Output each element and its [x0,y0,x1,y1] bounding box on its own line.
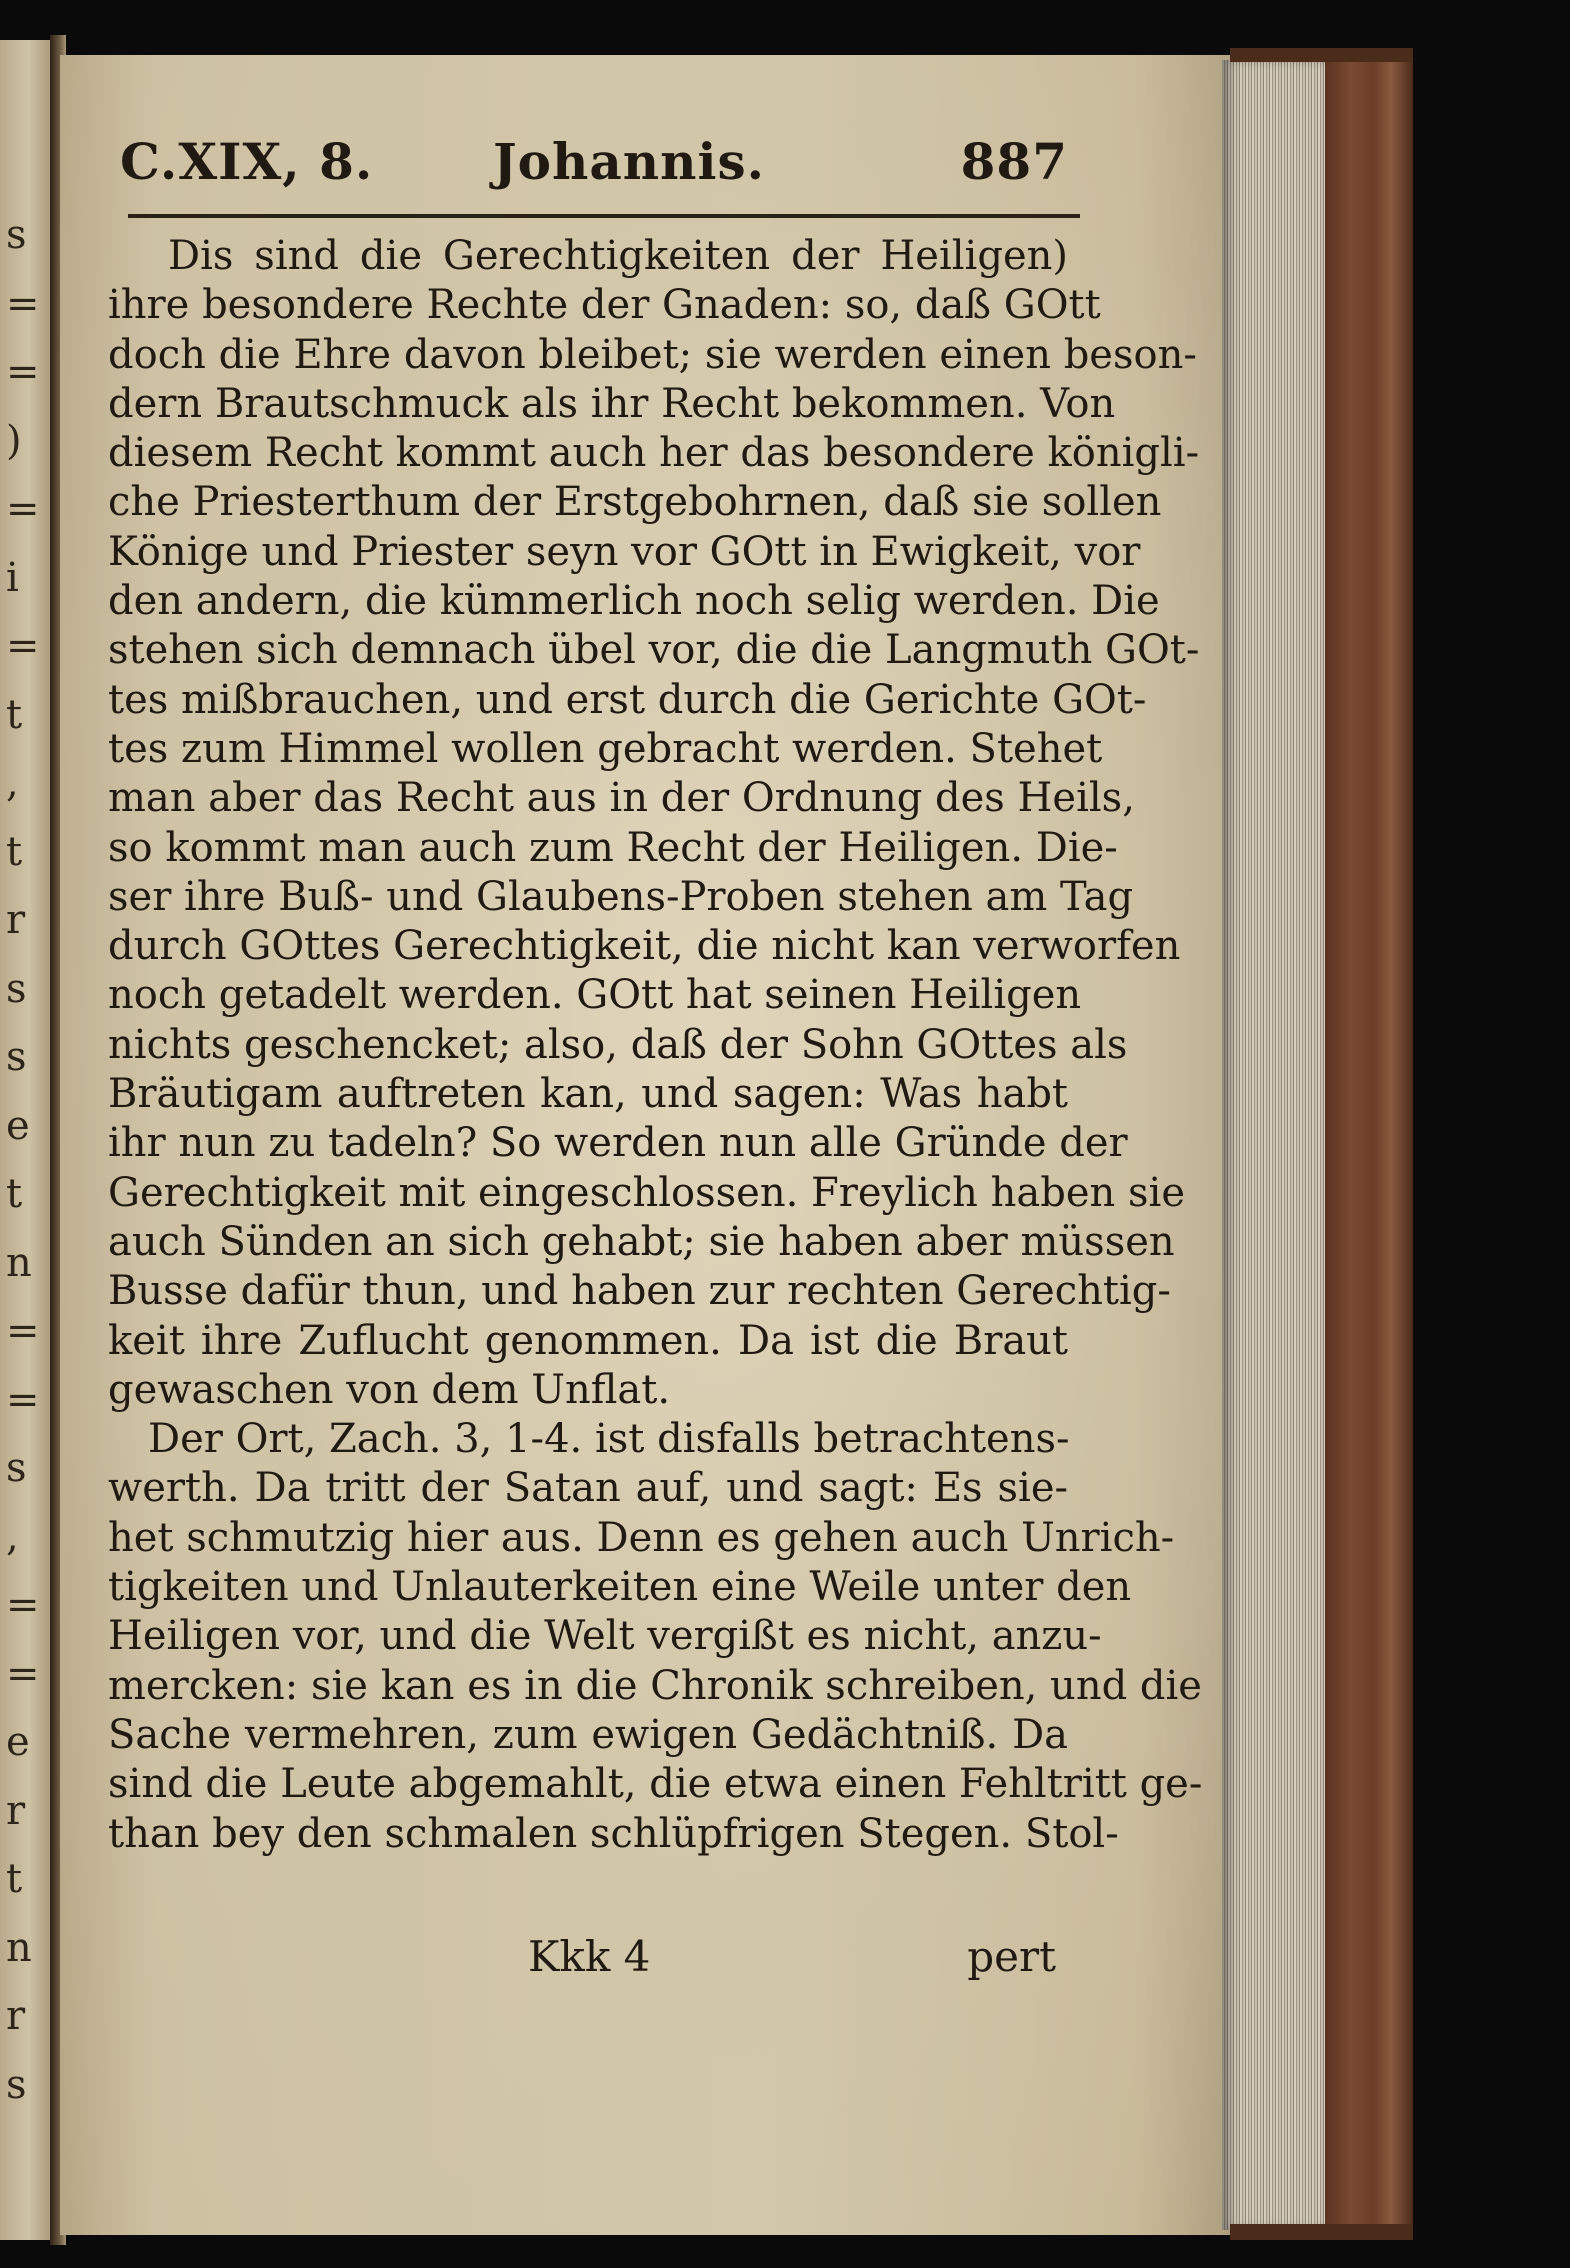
text-line: sind die Leute abgemahlt, die etwa einen Fehltritt ge- [108,1761,1203,1808]
left-page-glyph: r [6,1993,26,2039]
left-page-glyph: t [6,691,23,738]
signature-mark: Kkk 4 [528,1932,651,1981]
text-block [108,112,1203,1981]
text-line: than bey den schmalen schlüpfrigen Stegen. Stol- [108,1810,1119,1857]
left-page-glyph: n [6,1924,32,1971]
text-line: Busse dafür thun, und haben zur rechten Gerechtig- [108,1268,1171,1315]
body-text [108,232,1203,1859]
left-page-glyph: t [6,1856,23,1902]
text-line: ihr nun zu tadeln? So werden nun alle Gründe der [108,1120,1128,1167]
left-page-glyph: , [6,1513,19,1560]
header-rule [128,214,1080,218]
text-line: Könige und Priester seyn vor GOtt in Ewigkeit, vor [108,528,1141,575]
left-page-glyph: = [6,1308,40,1354]
left-page-glyph: r [6,897,26,943]
text-line: noch getadelt werden. GOtt hat seinen Heiligen [108,972,1082,1019]
running-head [108,112,1068,192]
leather-cover [1325,48,1413,2238]
text-line: Gerechtigkeit mit eingeschlossen. Freylich haben sie [108,1169,1186,1216]
left-page-glyph: t [6,1171,23,1217]
text-line: durch GOttes Gerechtigkeit, die nicht kan verworfen [108,923,1181,970]
text-line: doch die Ehre davon bleibet; sie werden einen beson- [108,331,1197,378]
text-line: keit ihre Zuflucht genommen. Da ist die Braut [108,1317,1068,1364]
left-page-glyph: s [6,1445,27,1491]
left-page-glyph: s [6,212,27,258]
left-page-glyph: = [6,1650,40,1697]
left-page-glyph: i [6,554,19,601]
text-line: diesem Recht kommt auch her das besondere königli- [108,430,1200,477]
text-line: Dis sind die Gerechtigkeiten der Heiligen) [168,233,1068,279]
left-page-glyph: s [6,1034,27,1080]
left-page-glyph: ) [6,417,22,464]
cover-bottom-edge [1230,2224,1413,2240]
left-page-glyph: , [6,760,19,806]
text-line: so kommt man auch zum Recht der Heiligen. Die- [108,824,1118,871]
text-line: tigkeiten und Unlauterkeiten eine Weile unter den [108,1564,1132,1611]
left-page-glyph: s [6,2061,27,2108]
left-page-glyph: = [6,280,40,327]
left-page-glyph: s [6,965,27,1012]
text-line: tes mißbrauchen, und erst durch die Gerichte GOt- [108,676,1147,723]
left-page-glyph: t [6,828,23,875]
left-page-glyph: r [6,1787,26,1834]
book-title: Johannis. [493,132,766,191]
text-line: het schmutzig hier aus. Denn es gehen auch Unrich- [108,1514,1175,1561]
text-line: mercken: sie kan es in die Chronik schreiben, und die [108,1662,1202,1709]
text-line: ser ihre Buß- und Glaubens-Proben stehen am Tag [108,873,1134,920]
text-line: auch Sünden an sich gehabt; sie haben aber müssen [108,1218,1175,1265]
text-line: stehen sich demnach übel vor, die die Langmuth GOt- [108,627,1200,674]
text-line: Der Ort, Zach. 3, 1-4. ist disfalls betrachtens- [148,1416,1070,1463]
cover-top-edge [1230,48,1413,62]
left-page-glyph: e [6,1102,30,1149]
text-line: gewaschen von dem Unflat. [108,1366,671,1413]
text-line: Sache vermehren, zum ewigen Gedächtniß. Da [108,1711,1068,1758]
text-line: werth. Da tritt der Satan auf, und sagt: Es sie- [108,1465,1068,1512]
text-line: Heiligen vor, und die Welt vergißt es nicht, anzu- [108,1613,1102,1660]
page-footer [108,1932,1068,1992]
left-page-glyph: = [6,349,40,395]
text-line: nichts geschencket; also, daß der Sohn GOttes als [108,1021,1128,1068]
text-line: dern Brautschmuck als ihr Recht bekommen. Von [108,380,1116,427]
left-page-glyph: = [6,1376,40,1423]
page-number: 887 [960,132,1068,191]
text-line: che Priesterthum der Erstgebohrnen, daß sie sollen [108,479,1162,526]
left-page-edge [0,40,52,2240]
text-line: den andern, die kümmerlich noch selig werden. Die [108,578,1160,625]
catchword: pert [967,1932,1056,1981]
left-page-glyph: = [6,623,40,669]
text-line: Bräutigam auftreten kan, und sagen: Was habt [108,1071,1068,1118]
text-line: man aber das Recht aus in der Ordnung des Heils, [108,775,1135,822]
left-page-glyph: = [6,1582,40,1628]
left-page-glyph: = [6,486,40,532]
left-page-glyph: e [6,1719,30,1765]
text-line: ihre besondere Rechte der Gnaden: so, daß GOtt [108,282,1101,329]
page-edges-stack [1222,60,1332,2230]
text-line: tes zum Himmel wollen gebracht werden. Stehet [108,725,1103,772]
left-page-glyph: n [6,1239,32,1286]
chapter-reference: C.XIX, 8. [120,132,374,191]
